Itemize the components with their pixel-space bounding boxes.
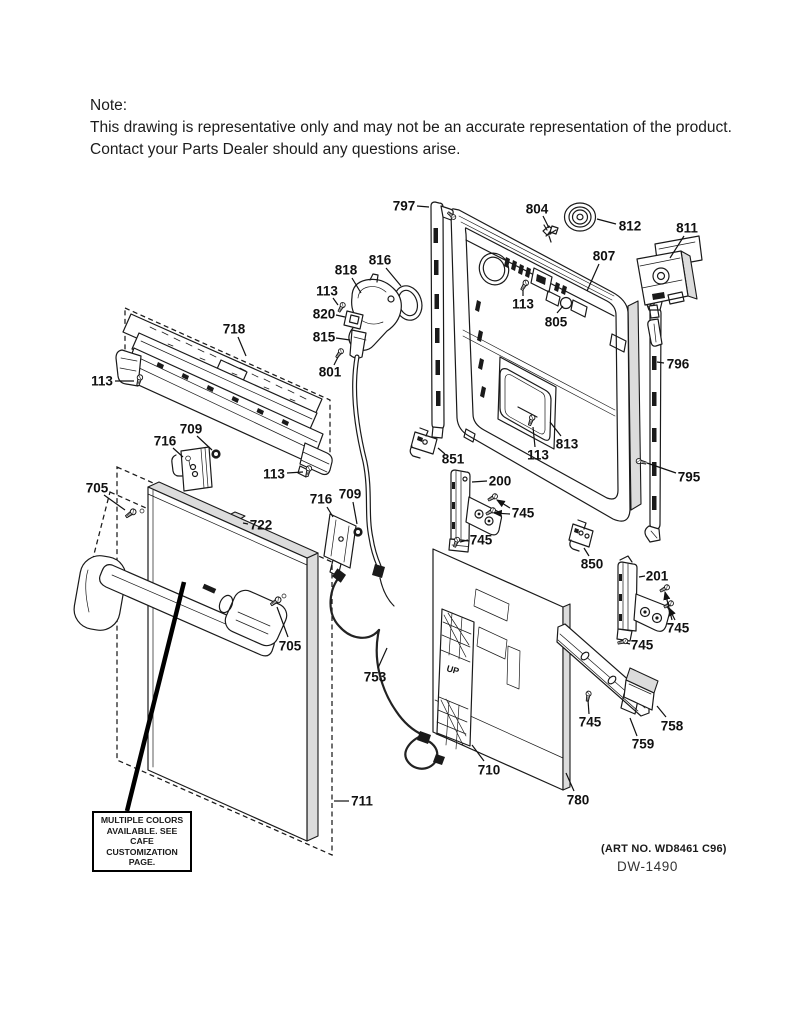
leader-line-758 <box>657 706 666 717</box>
part-label-797: 797 <box>392 198 416 214</box>
part-label-813: 813 <box>555 436 579 452</box>
part-label-200: 200 <box>488 473 512 489</box>
leader-line-850 <box>584 548 589 556</box>
bracket-716 <box>172 447 212 491</box>
leader-line-745 <box>626 643 630 644</box>
fitting-820 <box>344 311 363 329</box>
insulation-pad-710 <box>436 609 474 749</box>
part-label-745: 745 <box>666 620 690 636</box>
part-label-709: 709 <box>179 421 203 437</box>
part-label-816: 816 <box>368 252 392 268</box>
part-label-815: 815 <box>312 329 336 345</box>
part-label-113: 113 <box>91 373 113 389</box>
leader-line-200 <box>472 481 487 482</box>
part-label-745: 745 <box>511 505 535 521</box>
leader-line-201 <box>639 576 645 577</box>
part-label-795: 795 <box>677 469 701 485</box>
note-line-2: Contact your Parts Dealer should any questions arise. <box>90 141 461 158</box>
drawing-number: DW-1490 <box>617 859 678 874</box>
part-label-758: 758 <box>660 718 684 734</box>
part-label-850: 850 <box>580 556 604 572</box>
part-label-201: 201 <box>645 568 669 584</box>
part-label-113: 113 <box>527 447 549 463</box>
leader-line-820 <box>336 315 345 317</box>
part-label-709: 709 <box>338 486 362 502</box>
part-label-780: 780 <box>566 792 590 808</box>
part-label-745: 745 <box>630 637 654 653</box>
leader-line-718 <box>238 337 246 356</box>
part-label-851: 851 <box>441 451 465 467</box>
screw-801 <box>335 348 345 359</box>
part-label-807: 807 <box>592 248 616 264</box>
part-label-718: 718 <box>222 321 246 337</box>
part-label-796: 796 <box>666 356 690 372</box>
color-box-line-2: AVAILABLE. SEE CAFE <box>106 825 178 847</box>
part-label-753: 753 <box>363 669 387 685</box>
part-label-818: 818 <box>334 262 358 278</box>
part-label-745: 745 <box>469 532 493 548</box>
part-label-801: 801 <box>318 364 342 380</box>
bracket-850 <box>569 520 593 551</box>
leader-line-812 <box>597 219 616 224</box>
part-label-722: 722 <box>249 517 273 533</box>
tube-815 <box>350 330 366 358</box>
leader-line-745 <box>588 700 589 714</box>
color-box-line-1: MULTIPLE COLORS <box>100 815 184 825</box>
part-label-711: 711 <box>351 793 373 809</box>
screw-745 <box>487 493 498 502</box>
leader-line-797 <box>417 206 429 207</box>
bracket-716-right <box>324 514 356 576</box>
latch-motor-811 <box>637 236 702 346</box>
color-box-line-3: CUSTOMIZATION PAGE. <box>106 846 178 868</box>
part-label-716: 716 <box>309 491 333 507</box>
screw-745 <box>659 584 670 593</box>
part-label-113: 113 <box>512 296 534 312</box>
note-title: Note: <box>90 97 128 114</box>
part-label-113: 113 <box>316 283 338 299</box>
part-label-716: 716 <box>153 433 177 449</box>
part-label-812: 812 <box>618 218 642 234</box>
fill-tube <box>355 357 394 606</box>
part-label-113: 113 <box>263 466 285 482</box>
part-label-804: 804 <box>525 201 549 217</box>
screw-705-left <box>125 508 138 519</box>
screw-113-vent <box>337 302 346 313</box>
part-label-705: 705 <box>278 638 302 654</box>
screw-745 <box>585 691 592 702</box>
part-label-745: 745 <box>578 714 602 730</box>
part-label-710: 710 <box>477 762 501 778</box>
leader-line-113 <box>333 298 338 305</box>
art-number: (ART NO. WD8461 C96) <box>601 843 727 855</box>
leader-line-745 <box>497 500 510 508</box>
part-label-820: 820 <box>312 306 336 322</box>
part-label-759: 759 <box>631 736 655 752</box>
leader-line-815 <box>336 338 350 340</box>
part-label-811: 811 <box>676 220 698 236</box>
part-label-805: 805 <box>544 314 568 330</box>
outer-door-panel-711 <box>92 467 332 855</box>
up-marking: UP <box>445 663 461 677</box>
leader-line-804 <box>543 216 549 228</box>
leader-line-709 <box>353 502 357 524</box>
grommet-709-right <box>353 527 362 536</box>
multiple-colors-note-box <box>92 811 192 872</box>
leader-line-759 <box>630 718 637 736</box>
part-label-705: 705 <box>85 480 109 496</box>
leader-line-816 <box>386 268 401 286</box>
clip-804 <box>543 225 558 242</box>
leader-line-753 <box>378 648 387 668</box>
grommet-709 <box>211 449 220 458</box>
note-line-1: This drawing is representative only and may not be an accurate representation of the product. <box>90 119 732 136</box>
grommet-812 <box>565 203 596 231</box>
